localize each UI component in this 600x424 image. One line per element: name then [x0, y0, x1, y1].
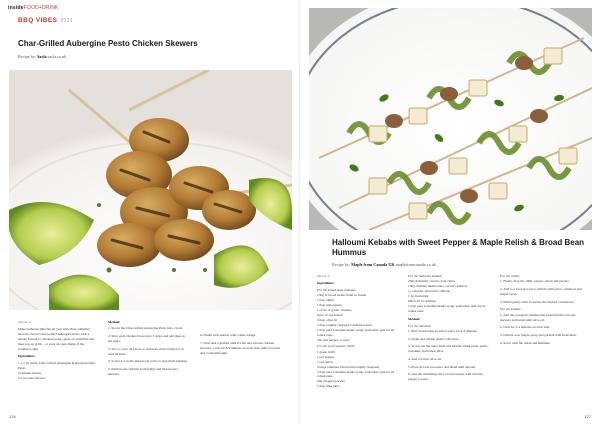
ingredient-item: 1 2g fresh mint: [408, 294, 429, 299]
page-number-left: 126: [9, 414, 16, 419]
ingredient-item: 4 chicken breasts: [18, 370, 42, 375]
method-step: 5. Place in food processor and blend until smooth.: [408, 364, 476, 369]
method-step: 1. Add the courgette, mushrooms and halloumi onto the skewers and brush with olive oil.: [500, 312, 576, 322]
method-step: 2. Add to a food processor with the lime juice, tomatoes and maple syrup.: [500, 287, 582, 297]
ingredient-group-label: For the halloumi kebabs:: [408, 274, 443, 278]
chicken-skewers-image: [9, 70, 292, 310]
method-column-b-left: [200, 333, 282, 358]
method-step: 6. Finish each skewer with a lime wedge.: [200, 333, 257, 337]
recipe-title-right: Halloumi Kebabs with Sweet Pepper & Maple Relish & Broad Bean Hummus: [332, 238, 585, 257]
topic-heading: [18, 17, 73, 24]
ingredient-item: 1 red pepper: [317, 354, 334, 359]
ingredient-item: 1 tbsp roughly chopped coriander leaves: [317, 322, 372, 327]
recipe-credit-left: [18, 54, 66, 59]
ingredient-item: 2 x wooden skewers: [18, 375, 46, 380]
recipe-title-left: Char-Grilled Aubergine Pesto Chicken Skewers: [18, 39, 198, 48]
ingredient-item: 20g chopped parsley: [317, 379, 346, 384]
ingredient-item: 1 tbsp pure Canadian maple syrup, preferably pale for its robust taste: [317, 327, 395, 337]
recipe-credit-source: Sacla: [37, 54, 47, 59]
right-page: [300, 0, 600, 424]
halloumi-kebabs-photo: [309, 8, 592, 230]
method-step: 4. Add 3-4 tbsp olive oil.: [408, 357, 442, 362]
ingredient-item: 1 tbsp lemon juice: [317, 303, 342, 308]
ingredient-group-label: For the broad bean hummus:: [317, 288, 357, 292]
recipe-credit-url: sacla.co.uk: [47, 54, 67, 59]
intro-column: [18, 320, 96, 380]
method-step: 2. Drain and refresh under cold water.: [408, 336, 460, 341]
recipe-credit-url: maplefromcanada.co.uk: [395, 262, 436, 267]
ingredient-group-label: For the sweet pepper relish:: [317, 344, 356, 349]
ingredient-item: 150g of broad beans, fresh or frozen: [317, 293, 367, 298]
chicken-skewers-photo: [9, 70, 292, 310]
masthead: [8, 5, 59, 11]
method-step: 1. Finely chop the chilli, pepper, onion and parsley.: [500, 279, 570, 284]
method-step: 3. Blend gently until it reaches the desired consistency.: [500, 299, 575, 304]
method-group-label: For the relish:: [500, 274, 520, 278]
ingredient-item: 1 red onion: [317, 359, 333, 364]
ingredient-item: 1 green chilli: [317, 349, 335, 354]
method-step: 3. Drizzle over maple syrup and garnish with fresh mint.: [500, 333, 577, 338]
method-step: 3. Scoop out the outer flesh and add the tahini paste, garlic, coriander and lemon juice.: [408, 344, 489, 354]
ingredient-item: 1 courgette, sliced into ribbons: [408, 289, 450, 294]
ingredient-item: 4 large tomatoes (diced and roughly chopped): [317, 364, 380, 369]
method-column-a-left: [108, 320, 188, 380]
ingredient-item: 1 tbsp pure Canadian maple syrup, preferably dark for its robust taste: [408, 303, 486, 313]
recipe-credit-label: Recipe by:: [332, 262, 351, 267]
ingredient-item: Salt and pepper, to taste: [317, 337, 350, 342]
method-heading-left: Method:: [108, 320, 121, 324]
method-group-label: For the kebabs:: [500, 307, 522, 312]
ingredients-column-b-right: [408, 274, 490, 385]
method-step: 4. Serve with the relish and hummus.: [500, 340, 551, 345]
method-step: 1. Boil broad beans in salted water for 4-5 minutes.: [408, 329, 478, 334]
ingredient-item: 1 tbsp tahini: [317, 298, 334, 303]
ingredient-item: 250g halloumi, cut into 2cm cubes: [408, 279, 455, 284]
ingredients-heading-left: Ingredients:: [18, 354, 36, 359]
recipe-credit-label: Recipe by:: [18, 54, 37, 59]
topic-title: BBQ VIBES: [18, 17, 58, 24]
method-step: 7. Next heat a griddle until it's hot and add the chicken skewers. Cook for 8-9 minutes on each side, until browned and cooked through.: [200, 340, 280, 355]
ingredient-item: 1 tbsp lime juice: [317, 384, 340, 389]
ingredient-item: 3 tbsp olive oil: [317, 317, 338, 322]
ingredient-item: Olive oil for grilling: [408, 299, 436, 304]
method-column-c-right: [500, 274, 582, 349]
ingredient-item: 2 tbsp pure Canadian maple syrup, preferably pale for its robust taste: [317, 369, 395, 379]
ingredient-item: Juice of one lemon: [317, 313, 343, 318]
intro-text: Make barbecue time fun all year with these summery skewers. Sacla' Char-Grilled Aubergine Pesto adds a smoky flavour to chicken breast, spear on with lime and then pop on grills – or even an open flame, if the weather's right.: [18, 327, 95, 351]
page-number-right: 127: [584, 414, 591, 419]
method-step: 6. Add the remaining olive oil and season with salt and pepper to taste.: [408, 372, 483, 382]
masthead-brand: inside: [8, 5, 24, 11]
method-step: 1. Spoon the Char-Grilled Aubergine Pesto into a bowl.: [108, 326, 184, 331]
serves-left: Serves: 4: [18, 320, 31, 324]
masthead-section: FOOD+DRINK: [23, 5, 59, 11]
method-step: 2. Slice each chicken breast into 3 strips and add these to the pesto.: [108, 334, 186, 344]
halloumi-kebabs-image: [309, 8, 592, 230]
ingredient-item: 1 x 2 jar Sacla' Char-Grilled Aubergine & Roasted Garlic Pesto: [18, 360, 96, 370]
ingredients-column-a-right: [317, 274, 395, 389]
method-step: 4. Soak 12 wooden skewers in water to stop them burning.: [108, 359, 188, 364]
method-step: 2. Grill for 3-4 minutes on each side.: [500, 325, 551, 330]
ingredient-item: 100g chestnut mushrooms, cut into quarters: [408, 284, 468, 289]
serves-right: Serves: 4: [317, 274, 330, 278]
method-step: 3. Stir to cover and leave to marinate in the fridge for at least an hour.: [108, 346, 184, 356]
ingredient-item: 1 clove of garlic, crushed: [317, 308, 352, 313]
recipe-credit-right: [332, 262, 436, 267]
method-heading-right: Method:: [408, 316, 421, 321]
ingredients-heading-right: Ingredients:: [317, 281, 335, 286]
method-step: 5. Remove the chicken from fridge and thread onto skewers.: [108, 367, 178, 376]
topic-year: 2021: [60, 18, 74, 24]
method-group-label: For the hummus:: [408, 323, 432, 328]
recipe-credit-source: Maple from Canada UK: [351, 262, 395, 267]
